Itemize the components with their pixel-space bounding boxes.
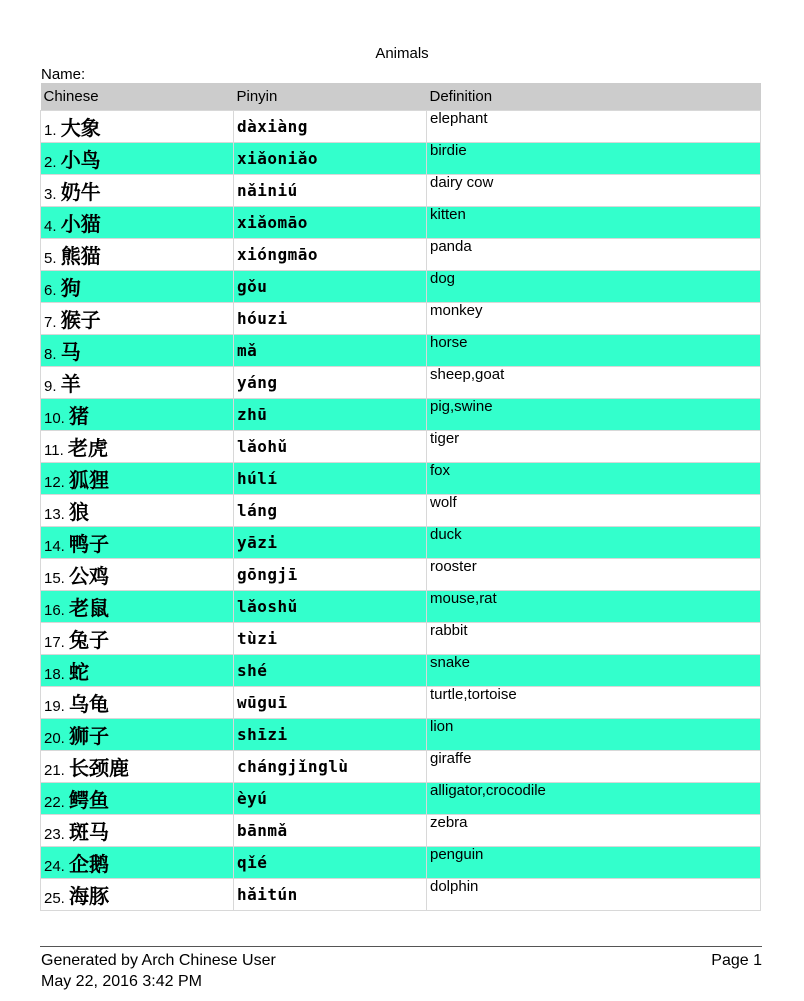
- chinese-cell: [41, 143, 234, 175]
- pinyin-cell: [234, 879, 427, 911]
- pinyin-text: xiǎomāo: [237, 213, 308, 232]
- definition-cell: [427, 751, 761, 783]
- definition-text: rooster: [430, 558, 477, 575]
- table-row: [41, 207, 761, 239]
- definition-text: pig,swine: [430, 398, 493, 415]
- pinyin-cell: [234, 271, 427, 303]
- definition-cell: [427, 431, 761, 463]
- table-row: [41, 239, 761, 271]
- chinese-word: 公鸡: [69, 564, 110, 588]
- pinyin-cell: [234, 783, 427, 815]
- pinyin-text: nǎiniú: [237, 181, 298, 200]
- chinese-cell: [41, 527, 234, 559]
- chinese-word: 企鹅: [69, 852, 110, 876]
- definition-cell: [427, 815, 761, 847]
- pinyin-text: xióngmāo: [237, 245, 319, 264]
- definition-text: giraffe: [430, 750, 472, 767]
- definition-text: dolphin: [430, 878, 479, 895]
- row-index: 23.: [44, 826, 65, 843]
- chinese-word: 兔子: [69, 628, 110, 652]
- table-row: [41, 719, 761, 751]
- row-index: 8.: [44, 346, 57, 363]
- pinyin-cell: [234, 239, 427, 271]
- table-row: [41, 751, 761, 783]
- chinese-word: 小猫: [60, 212, 101, 236]
- chinese-cell: [41, 655, 234, 687]
- table-row: [41, 111, 761, 143]
- definition-text: birdie: [430, 142, 467, 159]
- definition-text: dog: [430, 270, 456, 287]
- pinyin-text: láng: [237, 501, 278, 520]
- table-row: [41, 527, 761, 559]
- chinese-cell: [41, 559, 234, 591]
- row-index: 4.: [44, 218, 57, 235]
- definition-text: dairy cow: [430, 174, 494, 191]
- definition-cell: [427, 143, 761, 175]
- row-index: 10.: [44, 410, 65, 427]
- pinyin-cell: [234, 687, 427, 719]
- pinyin-text: hóuzi: [237, 309, 288, 328]
- row-index: 6.: [44, 282, 57, 299]
- pinyin-cell: [234, 591, 427, 623]
- definition-cell: [427, 591, 761, 623]
- definition-text: elephant: [430, 110, 488, 127]
- row-index: 20.: [44, 730, 65, 747]
- definition-text: fox: [430, 462, 451, 479]
- pinyin-cell: [234, 655, 427, 687]
- chinese-cell: [41, 431, 234, 463]
- chinese-word: 大象: [60, 116, 101, 140]
- row-index: 3.: [44, 186, 57, 203]
- table-header-row: [41, 83, 761, 111]
- table-row: [41, 367, 761, 399]
- chinese-word: 海豚: [69, 884, 110, 908]
- chinese-word: 长颈鹿: [69, 756, 130, 780]
- pinyin-cell: [234, 495, 427, 527]
- table-row: [41, 623, 761, 655]
- row-index: 1.: [44, 122, 57, 139]
- pinyin-text: èyú: [237, 789, 268, 808]
- chinese-cell: [41, 751, 234, 783]
- table-row: [41, 655, 761, 687]
- footer-date: May 22, 2016 3:42 PM: [41, 973, 202, 990]
- table-row: [41, 687, 761, 719]
- pinyin-text: yāzi: [237, 533, 278, 552]
- pinyin-cell: [234, 559, 427, 591]
- chinese-cell: [41, 463, 234, 495]
- pinyin-text: tùzi: [237, 629, 278, 648]
- table-row: [41, 879, 761, 911]
- definition-text: monkey: [430, 302, 483, 319]
- row-index: 16.: [44, 602, 65, 619]
- chinese-word: 狮子: [69, 724, 110, 748]
- pinyin-cell: [234, 367, 427, 399]
- table-row: [41, 303, 761, 335]
- chinese-cell: [41, 399, 234, 431]
- definition-cell: [427, 335, 761, 367]
- row-index: 5.: [44, 250, 57, 267]
- chinese-word: 狐狸: [69, 468, 110, 492]
- pinyin-cell: [234, 431, 427, 463]
- pinyin-cell: [234, 111, 427, 143]
- pinyin-text: qǐé: [237, 853, 268, 872]
- pinyin-cell: [234, 815, 427, 847]
- table-row: [41, 783, 761, 815]
- definition-text: rabbit: [430, 622, 468, 639]
- pinyin-text: yáng: [237, 373, 278, 392]
- row-index: 25.: [44, 890, 65, 907]
- chinese-word: 斑马: [69, 820, 110, 844]
- chinese-cell: [41, 335, 234, 367]
- pinyin-cell: [234, 751, 427, 783]
- pinyin-text: lǎohǔ: [237, 437, 288, 456]
- definition-text: horse: [430, 334, 468, 351]
- definition-text: panda: [430, 238, 472, 255]
- pinyin-cell: [234, 335, 427, 367]
- definition-cell: [427, 783, 761, 815]
- definition-cell: [427, 175, 761, 207]
- pinyin-cell: [234, 207, 427, 239]
- pinyin-text: shé: [237, 661, 268, 680]
- chinese-cell: [41, 175, 234, 207]
- pinyin-text: gǒu: [237, 277, 268, 296]
- chinese-cell: [41, 367, 234, 399]
- definition-text: mouse,rat: [430, 590, 497, 607]
- pinyin-text: zhū: [237, 405, 268, 424]
- chinese-cell: [41, 111, 234, 143]
- definition-cell: [427, 111, 761, 143]
- pinyin-text: xiǎoniǎo: [237, 149, 319, 168]
- pinyin-cell: [234, 847, 427, 879]
- chinese-word: 小鸟: [60, 148, 101, 172]
- row-index: 7.: [44, 314, 57, 331]
- table-row: [41, 559, 761, 591]
- chinese-cell: [41, 239, 234, 271]
- chinese-cell: [41, 687, 234, 719]
- pinyin-text: lǎoshǔ: [237, 597, 298, 616]
- chinese-cell: [41, 623, 234, 655]
- definition-text: turtle,tortoise: [430, 686, 517, 703]
- row-index: 11.: [44, 442, 64, 459]
- table-row: [41, 335, 761, 367]
- definition-text: kitten: [430, 206, 466, 223]
- row-index: 2.: [44, 154, 57, 171]
- chinese-cell: [41, 303, 234, 335]
- pinyin-text: wūguī: [237, 693, 288, 712]
- footer-generated-by: Generated by Arch Chinese User: [41, 952, 276, 969]
- definition-cell: [427, 847, 761, 879]
- header-definition: Definition: [427, 83, 761, 111]
- chinese-cell: [41, 591, 234, 623]
- definition-cell: [427, 527, 761, 559]
- header-pinyin: Pinyin: [234, 83, 427, 111]
- definition-text: wolf: [430, 494, 457, 511]
- definition-text: sheep,goat: [430, 366, 505, 383]
- definition-cell: [427, 655, 761, 687]
- definition-text: tiger: [430, 430, 460, 447]
- chinese-word: 乌龟: [69, 692, 110, 716]
- definition-cell: [427, 367, 761, 399]
- definition-cell: [427, 559, 761, 591]
- row-index: 12.: [44, 474, 65, 491]
- chinese-cell: [41, 271, 234, 303]
- table-row: [41, 463, 761, 495]
- chinese-word: 狼: [69, 500, 90, 524]
- definition-text: snake: [430, 654, 471, 671]
- pinyin-text: shīzi: [237, 725, 288, 744]
- row-index: 14.: [44, 538, 65, 555]
- footer-left: [41, 950, 276, 992]
- pinyin-text: chángjǐnglù: [237, 757, 349, 776]
- table-row: [41, 847, 761, 879]
- table-row: [41, 591, 761, 623]
- chinese-word: 羊: [60, 372, 81, 396]
- document-title: Animals: [375, 45, 429, 62]
- chinese-cell: [41, 783, 234, 815]
- definition-cell: [427, 687, 761, 719]
- pinyin-text: hǎitún: [237, 885, 298, 904]
- chinese-cell: [41, 815, 234, 847]
- chinese-word: 鸭子: [69, 532, 110, 556]
- table-row: [41, 271, 761, 303]
- table-body: [41, 111, 761, 911]
- header-chinese: Chinese: [41, 83, 234, 111]
- table-row: [41, 143, 761, 175]
- pinyin-cell: [234, 303, 427, 335]
- row-index: 9.: [44, 378, 57, 395]
- definition-text: alligator,crocodile: [430, 782, 546, 799]
- pinyin-cell: [234, 399, 427, 431]
- row-index: 17.: [44, 634, 65, 651]
- footer-page-number: Page 1: [711, 952, 762, 969]
- chinese-cell: [41, 495, 234, 527]
- table-row: [41, 399, 761, 431]
- chinese-cell: [41, 719, 234, 751]
- row-index: 18.: [44, 666, 65, 683]
- pinyin-cell: [234, 527, 427, 559]
- definition-cell: [427, 879, 761, 911]
- chinese-word: 猴子: [60, 308, 101, 332]
- chinese-word: 蛇: [69, 660, 90, 684]
- name-label: Name:: [41, 66, 86, 83]
- definition-cell: [427, 623, 761, 655]
- definition-text: penguin: [430, 846, 484, 863]
- definition-cell: [427, 239, 761, 271]
- table-row: [41, 431, 761, 463]
- definition-cell: [427, 271, 761, 303]
- pinyin-cell: [234, 719, 427, 751]
- chinese-word: 老虎: [67, 436, 108, 460]
- pinyin-text: dàxiàng: [237, 117, 308, 136]
- row-index: 21.: [44, 762, 65, 779]
- pinyin-cell: [234, 463, 427, 495]
- row-index: 24.: [44, 858, 65, 875]
- definition-cell: [427, 207, 761, 239]
- row-index: 22.: [44, 794, 65, 811]
- definition-text: zebra: [430, 814, 468, 831]
- definition-text: duck: [430, 526, 462, 543]
- chinese-word: 奶牛: [60, 180, 101, 204]
- pinyin-cell: [234, 143, 427, 175]
- chinese-word: 鳄鱼: [69, 788, 110, 812]
- footer-divider: [40, 946, 762, 947]
- definition-text: lion: [430, 718, 454, 735]
- pinyin-cell: [234, 623, 427, 655]
- row-index: 15.: [44, 570, 65, 587]
- chinese-cell: [41, 847, 234, 879]
- pinyin-text: húlí: [237, 469, 278, 488]
- definition-cell: [427, 719, 761, 751]
- table-row: [41, 495, 761, 527]
- chinese-word: 马: [60, 340, 81, 364]
- definition-cell: [427, 399, 761, 431]
- pinyin-cell: [234, 175, 427, 207]
- row-index: 13.: [44, 506, 65, 523]
- definition-cell: [427, 463, 761, 495]
- definition-cell: [427, 303, 761, 335]
- chinese-cell: [41, 207, 234, 239]
- pinyin-text: bānmǎ: [237, 821, 288, 840]
- table-row: [41, 175, 761, 207]
- chinese-word: 狗: [60, 276, 81, 300]
- row-index: 19.: [44, 698, 65, 715]
- chinese-word: 老鼠: [69, 596, 110, 620]
- definition-cell: [427, 495, 761, 527]
- chinese-word: 熊猫: [60, 244, 101, 268]
- pinyin-text: gōngjī: [237, 565, 298, 584]
- chinese-word: 猪: [69, 404, 90, 428]
- pinyin-text: mǎ: [237, 341, 258, 360]
- chinese-cell: [41, 879, 234, 911]
- table-row: [41, 815, 761, 847]
- vocabulary-table: [40, 83, 761, 911]
